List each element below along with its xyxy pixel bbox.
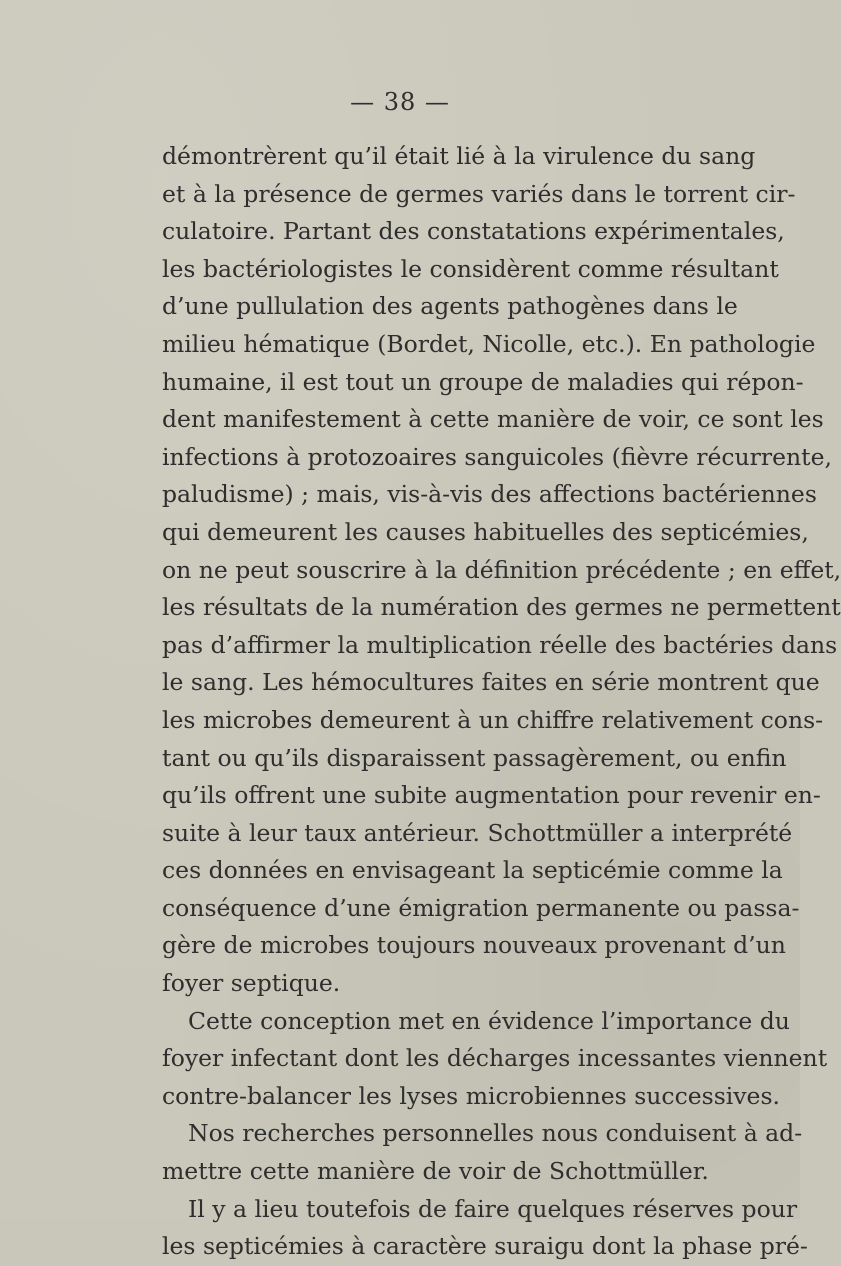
text-line: mettre cette manière de voir de Schottmüller.: [162, 1157, 709, 1186]
text-line: conséquence d’une émigration permanente ou passa-: [162, 893, 800, 922]
text-line: dent manifestement à cette manière de voir, ce sont les: [162, 405, 824, 434]
page-number: — 38 —: [350, 88, 450, 116]
text-line: le sang. Les hémocultures faites en série montrent que: [162, 668, 820, 697]
text-line: culatoire. Partant des constatations expérimentales,: [162, 217, 785, 246]
text-line: ces données en envisageant la septicémie comme la: [162, 856, 783, 885]
text-line: gère de microbes toujours nouveaux provenant d’un: [162, 931, 786, 960]
text-line: qu’ils offrent une subite augmentation pour revenir en-: [162, 781, 821, 810]
text-line: démontrèrent qu’il était lié à la virulence du sang: [162, 142, 756, 170]
text-line: foyer infectant dont les décharges incessantes viennent: [162, 1044, 828, 1073]
text-line: on ne peut souscrire à la définition précédente ; en effet,: [162, 555, 841, 584]
text-line: pas d’affirmer la multiplication réelle des bactéries dans: [162, 630, 838, 659]
body-text: [162, 138, 841, 1266]
text-line: Nos recherches personnelles nous conduisent à ad-: [188, 1119, 803, 1148]
text-line: tant ou qu’ils disparaissent passagèrement, ou enfin: [162, 743, 787, 772]
text-line: Il y a lieu toutefois de faire quelques réserves pour: [188, 1194, 798, 1223]
text-line: foyer septique.: [162, 969, 341, 998]
text-line: d’une pullulation des agents pathogènes dans le: [162, 292, 738, 321]
text-line: infections à protozoaires sanguicoles (fièvre récurrente,: [162, 442, 832, 471]
text-line: les résultats de la numération des germes ne permettent: [162, 593, 841, 622]
text-line: les bactériologistes le considèrent comme résultant: [162, 254, 779, 283]
text-line: qui demeurent les causes habituelles des septicémies,: [162, 517, 809, 546]
text-line: les microbes demeurent à un chiffre relativement cons-: [162, 705, 824, 734]
text-line: Cette conception met en évidence l’importance du: [188, 1006, 790, 1035]
text-line: les septicémies à caractère suraigu dont la phase pré-: [162, 1232, 808, 1261]
text-line: suite à leur taux antérieur. Schottmüller a interprété: [162, 818, 793, 847]
text-line: humaine, il est tout un groupe de maladies qui répon-: [162, 367, 804, 396]
text-line: paludisme) ; mais, vis-à-vis des affections bactériennes: [162, 480, 817, 509]
text-line: contre-balancer les lyses microbiennes successives.: [162, 1081, 780, 1110]
text-line: milieu hématique (Bordet, Nicolle, etc.). En pathologie: [162, 329, 816, 358]
text-line: et à la présence de germes variés dans le torrent cir-: [162, 179, 796, 208]
